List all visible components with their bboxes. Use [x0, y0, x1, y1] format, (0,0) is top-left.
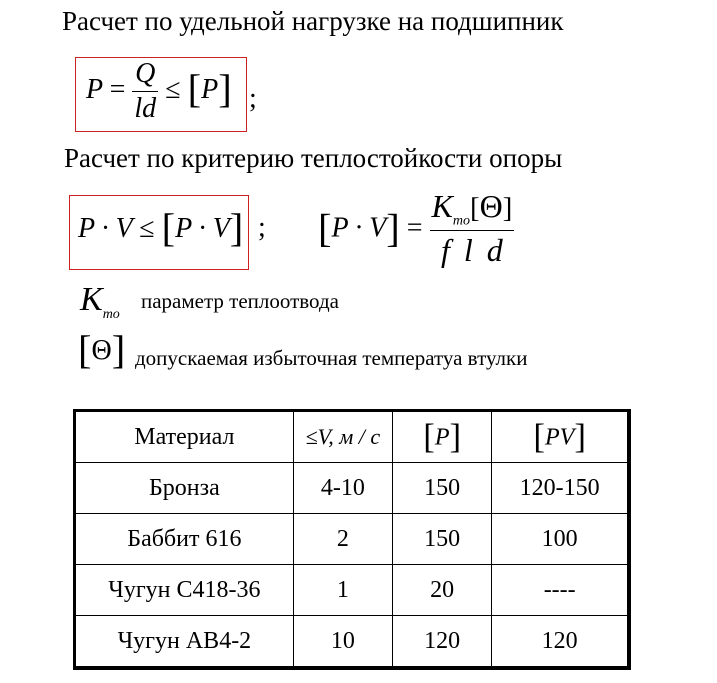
left-bracket: [ — [187, 65, 202, 111]
left-bracket: [ — [161, 205, 176, 250]
formula1-lhs: P — [86, 73, 103, 105]
right-bracket: ] — [218, 65, 232, 111]
formula-pv-criterion — [78, 205, 244, 250]
formula3-eq: = — [406, 212, 423, 244]
formula3-k: K — [431, 188, 453, 224]
formula3-denominator: f l d — [441, 232, 503, 269]
fraction-bar — [430, 230, 515, 231]
legend-theta-symbol — [78, 327, 126, 372]
cell-pv: 100 — [492, 514, 629, 565]
formula1-numerator: Q — [135, 58, 156, 89]
formula3-fraction — [430, 188, 515, 269]
legend-k-description: параметр теплоотвода — [141, 289, 339, 313]
cell-p: 120 — [393, 616, 492, 669]
header-pv — [492, 411, 629, 463]
legend-theta-description: допускаемая избыточная температуа втулки — [135, 346, 528, 370]
table-row — [75, 565, 630, 616]
legend-theta: Θ — [91, 334, 112, 366]
fraction-bar — [132, 91, 158, 92]
formula1-le: ≤ — [165, 73, 181, 105]
right-bracket: ] — [449, 416, 462, 456]
formula-pv-allowed — [318, 188, 514, 269]
legend-k-sub: то — [102, 306, 120, 322]
table-row — [75, 514, 630, 565]
cell-velocity: 10 — [293, 616, 392, 669]
cell-p: 150 — [393, 463, 492, 514]
cell-pv: 120-150 — [492, 463, 629, 514]
formula2-rhs: P · V — [175, 212, 230, 244]
right-bracket: ] — [574, 416, 586, 456]
right-bracket: ] — [229, 205, 244, 250]
formula1-denominator: ld — [134, 93, 157, 124]
formula2-lhs: P · V — [78, 212, 133, 244]
formula2-tail: ; — [258, 212, 266, 243]
cell-velocity: 2 — [293, 514, 392, 565]
formula1-rhs: P — [201, 73, 219, 105]
formula3-theta: Θ — [479, 188, 503, 224]
materials-table — [73, 409, 631, 670]
cell-material: Бронза — [75, 463, 294, 514]
cell-material: Баббит 616 — [75, 514, 294, 565]
heading-heat-resistance: Расчет по критерию теплостойкости опоры — [64, 143, 563, 173]
formula3-lhs: P · V — [331, 212, 387, 244]
cell-velocity: 4-10 — [293, 463, 392, 514]
right-bracket: ] — [386, 205, 400, 251]
left-bracket: [ — [533, 416, 545, 456]
cell-material: Чугун АВ4-2 — [75, 616, 294, 669]
left-bracket: [ — [423, 416, 435, 456]
cell-velocity: 1 — [293, 565, 392, 616]
left-bracket: [ — [318, 205, 332, 251]
cell-material: Чугун С418-36 — [75, 565, 294, 616]
header-p — [393, 411, 492, 463]
left-bracket: [ — [78, 327, 92, 372]
table-row — [75, 463, 630, 514]
legend-k: K — [80, 281, 103, 318]
formula2-le: ≤ — [139, 212, 155, 244]
right-bracket: ] — [111, 327, 126, 372]
cell-pv: ---- — [492, 565, 629, 616]
legend-k-symbol — [80, 281, 120, 323]
formula-specific-load — [86, 58, 232, 125]
formula1-eq: = — [109, 73, 126, 105]
formula3-numerator: $K_{то}[\Theta]$ — [431, 188, 513, 229]
cell-pv: 120 — [492, 616, 629, 669]
cell-p: 20 — [393, 565, 492, 616]
table-row — [75, 616, 630, 669]
heading-bearing-load: Расчет по удельной нагрузке на подшипник — [62, 6, 564, 36]
cell-p: 150 — [393, 514, 492, 565]
table-header-row — [75, 411, 630, 463]
formula1-tail: ; — [249, 83, 257, 114]
header-material: Материал — [75, 411, 294, 463]
formula1-fraction — [132, 58, 158, 125]
header-pv-label: PV — [545, 424, 575, 451]
formula3-k-sub: то — [452, 213, 470, 229]
header-velocity: ≤V, м / с — [293, 411, 392, 463]
header-p-label: P — [434, 424, 450, 451]
